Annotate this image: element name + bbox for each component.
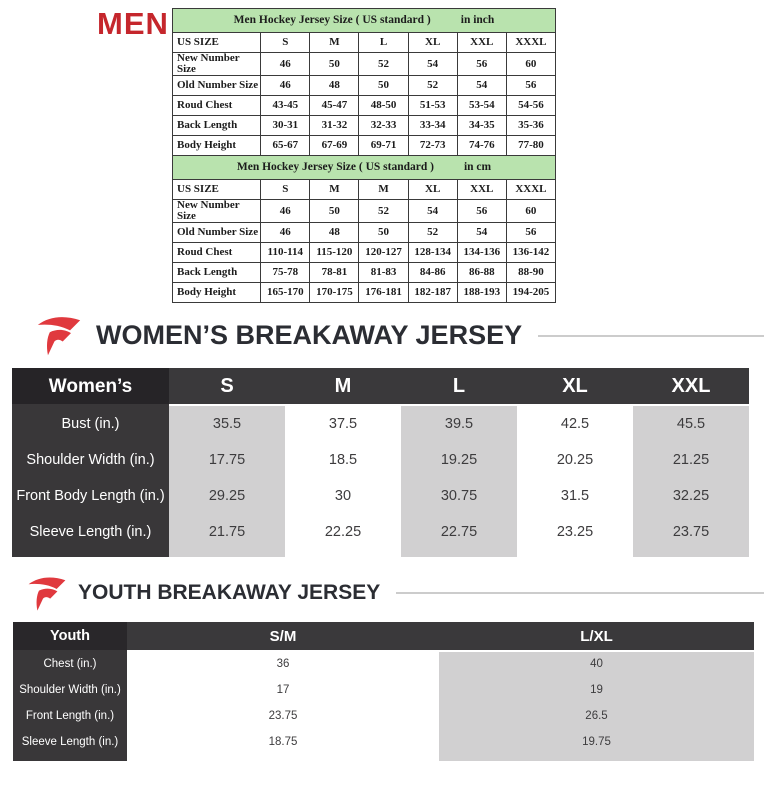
table-row [13, 678, 754, 704]
size-cell: XL [408, 33, 457, 53]
men-table-cm-header [173, 156, 556, 180]
value-cell: 23.25 [517, 514, 633, 550]
value-cell: 34-35 [457, 116, 506, 136]
value-cell: 188-193 [457, 283, 506, 303]
size-cell: S [169, 368, 285, 404]
value-cell: 46 [261, 200, 310, 223]
value-cell: 120-127 [359, 243, 408, 263]
value-cell: 40 [439, 652, 754, 678]
value-cell: 43-45 [261, 96, 310, 116]
size-header-row [173, 180, 556, 200]
value-cell: 72-73 [408, 136, 457, 156]
value-cell: 18.5 [285, 442, 401, 478]
value-cell: 21.75 [169, 514, 285, 550]
value-cell: 54-56 [506, 96, 555, 116]
size-cell: L [359, 33, 408, 53]
womens-size-table [12, 368, 749, 557]
filler-cell [517, 550, 633, 557]
men-size-table [172, 8, 556, 303]
size-cell: M [310, 180, 359, 200]
value-cell: 170-175 [310, 283, 359, 303]
value-cell: 30.75 [401, 478, 517, 514]
size-cell: S [261, 33, 310, 53]
womens-section [0, 312, 768, 557]
row-label-cell: Back Length [173, 116, 261, 136]
size-cell: XXL [457, 33, 506, 53]
value-cell: 31.5 [517, 478, 633, 514]
value-cell: 46 [261, 223, 310, 243]
value-cell: 30-31 [261, 116, 310, 136]
row-label-cell: Front Length (in.) [13, 704, 127, 730]
filler-cell [285, 550, 401, 557]
row-label-cell: Body Height [173, 136, 261, 156]
men-table-inch-header [173, 9, 556, 33]
filler-cell [127, 756, 439, 761]
men-section-title: MEN [97, 6, 169, 41]
value-cell: 56 [457, 53, 506, 76]
value-cell: 22.25 [285, 514, 401, 550]
size-header-row [173, 33, 556, 53]
table-row [12, 406, 749, 442]
value-cell: 48 [310, 76, 359, 96]
value-cell: 46 [261, 53, 310, 76]
row-label-cell: Shoulder Width (in.) [12, 442, 169, 478]
value-cell: 23.75 [127, 704, 439, 730]
table-row [173, 136, 556, 156]
size-cell: S/M [127, 622, 439, 650]
value-cell: 134-136 [457, 243, 506, 263]
value-cell: 48-50 [359, 96, 408, 116]
filler-row [12, 550, 749, 557]
table-row [13, 704, 754, 730]
value-cell: 53-54 [457, 96, 506, 116]
value-cell: 60 [506, 200, 555, 223]
row-label-cell: Chest (in.) [13, 652, 127, 678]
youth-section-title: YOUTH BREAKAWAY JERSEY [78, 581, 381, 604]
value-cell: 56 [457, 200, 506, 223]
value-cell: 35.5 [169, 406, 285, 442]
value-cell: 45.5 [633, 406, 749, 442]
value-cell: 36 [127, 652, 439, 678]
value-cell: 54 [408, 200, 457, 223]
value-cell: 78-81 [310, 263, 359, 283]
youth-size-table [13, 622, 754, 761]
value-cell: 17 [127, 678, 439, 704]
row-label-cell: Sleeve Length (in.) [13, 730, 127, 756]
value-cell: 31-32 [310, 116, 359, 136]
size-header-row [13, 622, 754, 650]
table-row [13, 652, 754, 678]
value-cell: 29.25 [169, 478, 285, 514]
row-label-cell: Old Number Size [173, 223, 261, 243]
value-cell: 50 [310, 53, 359, 76]
size-cell: M [310, 33, 359, 53]
value-cell: 37.5 [285, 406, 401, 442]
value-cell: 52 [359, 53, 408, 76]
value-cell: 48 [310, 223, 359, 243]
value-cell: 69-71 [359, 136, 408, 156]
value-cell: 50 [359, 76, 408, 96]
size-cell: XXXL [506, 180, 555, 200]
row-label-cell: New Number Size [173, 53, 261, 76]
table-row [173, 76, 556, 96]
value-cell: 52 [359, 200, 408, 223]
value-cell: 52 [408, 76, 457, 96]
value-cell: 52 [408, 223, 457, 243]
value-cell: 110-114 [261, 243, 310, 263]
fanatics-flag-icon [34, 312, 84, 358]
value-cell: 75-78 [261, 263, 310, 283]
size-cell: S [261, 180, 310, 200]
value-cell: 165-170 [261, 283, 310, 303]
size-cell: XXXL [506, 33, 555, 53]
value-cell: 30 [285, 478, 401, 514]
youth-section-header [26, 573, 768, 613]
corner-cell: Youth [13, 622, 127, 650]
youth-section [0, 573, 768, 761]
value-cell: 88-90 [506, 263, 555, 283]
value-cell: 19.25 [401, 442, 517, 478]
men-table-title: Men Hockey Jersey Size ( US standard ) [236, 160, 434, 173]
table-row [173, 283, 556, 303]
size-cell: XXL [457, 180, 506, 200]
men-table-unit: in cm [463, 160, 492, 173]
womens-section-title: WOMEN’S BREAKAWAY JERSEY [96, 319, 523, 350]
row-label-cell: Roud Chest [173, 243, 261, 263]
size-cell: M [285, 368, 401, 404]
value-cell: 54 [408, 53, 457, 76]
value-cell: 45-47 [310, 96, 359, 116]
size-cell: XL [408, 180, 457, 200]
heading-rule [396, 592, 764, 594]
value-cell: 42.5 [517, 406, 633, 442]
table-row [12, 514, 749, 550]
value-cell: 115-120 [310, 243, 359, 263]
value-cell: 32.25 [633, 478, 749, 514]
filler-cell [169, 550, 285, 557]
row-label-cell: Shoulder Width (in.) [13, 678, 127, 704]
value-cell: 20.25 [517, 442, 633, 478]
value-cell: 17.75 [169, 442, 285, 478]
value-cell: 19.75 [439, 730, 754, 756]
value-cell: 60 [506, 53, 555, 76]
value-cell: 50 [310, 200, 359, 223]
table-row [12, 442, 749, 478]
fanatics-flag-icon [26, 573, 68, 613]
value-cell: 65-67 [261, 136, 310, 156]
value-cell: 74-76 [457, 136, 506, 156]
filler-cell [401, 550, 517, 557]
row-label-cell: Bust (in.) [12, 406, 169, 442]
filler-cell [12, 550, 169, 557]
value-cell: 23.75 [633, 514, 749, 550]
value-cell: 51-53 [408, 96, 457, 116]
value-cell: 54 [457, 223, 506, 243]
value-cell: 33-34 [408, 116, 457, 136]
value-cell: 128-134 [408, 243, 457, 263]
table-row [173, 243, 556, 263]
value-cell: 54 [457, 76, 506, 96]
value-cell: 35-36 [506, 116, 555, 136]
womens-section-header [34, 312, 768, 358]
row-label-cell: Sleeve Length (in.) [12, 514, 169, 550]
size-cell: L/XL [439, 622, 754, 650]
table-row [173, 263, 556, 283]
table-row [173, 96, 556, 116]
filler-cell [633, 550, 749, 557]
size-cell: XL [517, 368, 633, 404]
filler-row [13, 756, 754, 761]
table-row [173, 223, 556, 243]
filler-cell [13, 756, 127, 761]
row-label-cell: New Number Size [173, 200, 261, 223]
value-cell: 46 [261, 76, 310, 96]
row-label-cell: Back Length [173, 263, 261, 283]
table-row [173, 116, 556, 136]
value-cell: 84-86 [408, 263, 457, 283]
row-label-cell: US SIZE [173, 33, 261, 53]
row-label-cell: Body Height [173, 283, 261, 303]
value-cell: 67-69 [310, 136, 359, 156]
men-table-inch-title-cell [173, 9, 556, 33]
table-row [12, 478, 749, 514]
size-cell: M [359, 180, 408, 200]
row-label-cell: US SIZE [173, 180, 261, 200]
men-table-cm-title-cell [173, 156, 556, 180]
value-cell: 50 [359, 223, 408, 243]
value-cell: 39.5 [401, 406, 517, 442]
value-cell: 77-80 [506, 136, 555, 156]
row-label-cell: Roud Chest [173, 96, 261, 116]
size-cell: L [401, 368, 517, 404]
value-cell: 56 [506, 223, 555, 243]
row-label-cell: Old Number Size [173, 76, 261, 96]
size-cell: XXL [633, 368, 749, 404]
value-cell: 136-142 [506, 243, 555, 263]
value-cell: 32-33 [359, 116, 408, 136]
men-table-unit: in inch [460, 13, 495, 26]
value-cell: 86-88 [457, 263, 506, 283]
filler-cell [439, 756, 754, 761]
table-row [173, 200, 556, 223]
value-cell: 56 [506, 76, 555, 96]
size-header-row [12, 368, 749, 404]
value-cell: 81-83 [359, 263, 408, 283]
value-cell: 194-205 [506, 283, 555, 303]
men-table-title: Men Hockey Jersey Size ( US standard ) [233, 13, 431, 26]
row-label-cell: Front Body Length (in.) [12, 478, 169, 514]
table-row [13, 730, 754, 756]
value-cell: 21.25 [633, 442, 749, 478]
value-cell: 26.5 [439, 704, 754, 730]
value-cell: 19 [439, 678, 754, 704]
corner-cell: Women’s [12, 368, 169, 404]
table-row [173, 53, 556, 76]
men-section [0, 0, 768, 296]
value-cell: 18.75 [127, 730, 439, 756]
value-cell: 176-181 [359, 283, 408, 303]
value-cell: 22.75 [401, 514, 517, 550]
value-cell: 182-187 [408, 283, 457, 303]
heading-rule [538, 335, 764, 337]
